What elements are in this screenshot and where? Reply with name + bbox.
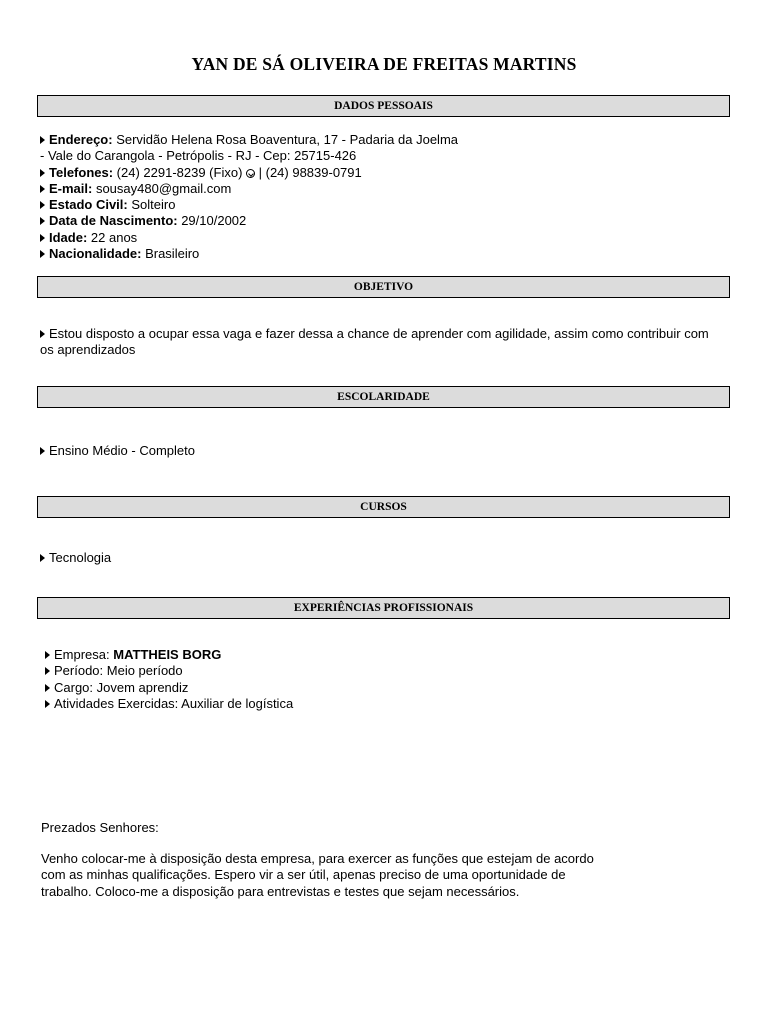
phone-mobile: | (24) 98839-0791 bbox=[255, 164, 362, 180]
phone-fixed: (24) 2291-8239 (Fixo) bbox=[113, 164, 247, 180]
experience-company: Empresa: MATTHEIS BORG bbox=[45, 647, 293, 663]
address-line bbox=[40, 132, 458, 148]
email-label: E-mail: bbox=[49, 180, 93, 196]
bullet-icon bbox=[45, 651, 50, 659]
address-label: Endereço: bbox=[49, 132, 113, 147]
bullet-icon bbox=[40, 250, 45, 258]
phones-label: Telefones: bbox=[49, 164, 114, 180]
section-header-objetivo: OBJETIVO bbox=[37, 276, 730, 298]
letter-line-2: com as minhas qualificações. Espero vir a ser útil, apenas preciso de uma oportunidade de bbox=[41, 867, 566, 883]
bullet-icon bbox=[40, 169, 45, 177]
age-line bbox=[40, 230, 458, 246]
experience-period: Período: Meio período bbox=[45, 663, 293, 679]
bullet-icon bbox=[40, 554, 45, 562]
experience-activities: Atividades Exercidas: Auxiliar de logística bbox=[45, 696, 293, 712]
letter-body bbox=[41, 851, 594, 900]
age-label: Idade: bbox=[49, 229, 88, 245]
letter-line-1: Venho colocar-me à disposição desta empresa, para exercer as funções que estejam de acordo bbox=[41, 851, 594, 866]
letter-greeting: Prezados Senhores: bbox=[41, 820, 159, 835]
experience-block bbox=[45, 647, 293, 712]
address-value: Servidão Helena Rosa Boaventura, 17 - Padaria da Joelma bbox=[112, 132, 459, 147]
objective-line-2: os aprendizados bbox=[40, 342, 136, 358]
nationality-label: Nacionalidade: bbox=[49, 246, 142, 262]
bullet-icon bbox=[45, 684, 50, 692]
email-line bbox=[40, 181, 458, 197]
bullet-icon bbox=[45, 700, 50, 708]
section-header-dados-pessoais: DADOS PESSOAIS bbox=[37, 95, 730, 117]
education-block bbox=[40, 443, 195, 459]
education-item: Ensino Médio - Completo bbox=[40, 443, 195, 459]
bullet-icon bbox=[40, 447, 45, 455]
bullet-icon bbox=[40, 234, 45, 242]
section-header-experiencias: EXPERIÊNCIAS PROFISSIONAIS bbox=[37, 597, 730, 619]
marital-status-value: Solteiro bbox=[127, 197, 176, 213]
bullet-icon bbox=[45, 667, 50, 675]
nationality-line bbox=[40, 246, 458, 262]
company-name: MATTHEIS BORG bbox=[113, 647, 222, 662]
email-value: sousay480@gmail.com bbox=[92, 180, 232, 196]
bullet-icon bbox=[40, 217, 45, 225]
bullet-icon bbox=[40, 201, 45, 209]
bullet-icon bbox=[40, 330, 45, 338]
age-value: 22 anos bbox=[87, 229, 138, 245]
bullet-icon bbox=[40, 136, 45, 144]
section-header-cursos: CURSOS bbox=[37, 496, 730, 518]
marital-status-label: Estado Civil: bbox=[49, 197, 128, 213]
birth-date-line bbox=[40, 213, 458, 229]
phones-line bbox=[40, 165, 458, 181]
address-line-2: - Vale do Carangola - Petrópolis - RJ - Cep: 25715-426 bbox=[40, 148, 357, 164]
objective-block bbox=[40, 326, 709, 359]
marital-status-line bbox=[40, 197, 458, 213]
section-header-escolaridade: ESCOLARIDADE bbox=[37, 386, 730, 408]
experience-role: Cargo: Jovem aprendiz bbox=[45, 680, 293, 696]
birth-date-label: Data de Nascimento: bbox=[49, 213, 178, 229]
nationality-value: Brasileiro bbox=[141, 246, 200, 262]
course-item: Tecnologia bbox=[40, 550, 111, 566]
whatsapp-icon bbox=[246, 169, 255, 178]
bullet-icon bbox=[40, 185, 45, 193]
objective-line-1: Estou disposto a ocupar essa vaga e fazer dessa a chance de aprender com agilidade, assim como contribuir com bbox=[40, 326, 709, 342]
personal-data-block bbox=[40, 132, 458, 262]
courses-block bbox=[40, 550, 111, 566]
birth-date-value: 29/10/2002 bbox=[177, 213, 247, 229]
resume-name: YAN DE SÁ OLIVEIRA DE FREITAS MARTINS bbox=[191, 54, 577, 74]
letter-line-3: trabalho. Coloco-me a disposição para entrevistas e testes que sejam necessários. bbox=[41, 883, 520, 899]
